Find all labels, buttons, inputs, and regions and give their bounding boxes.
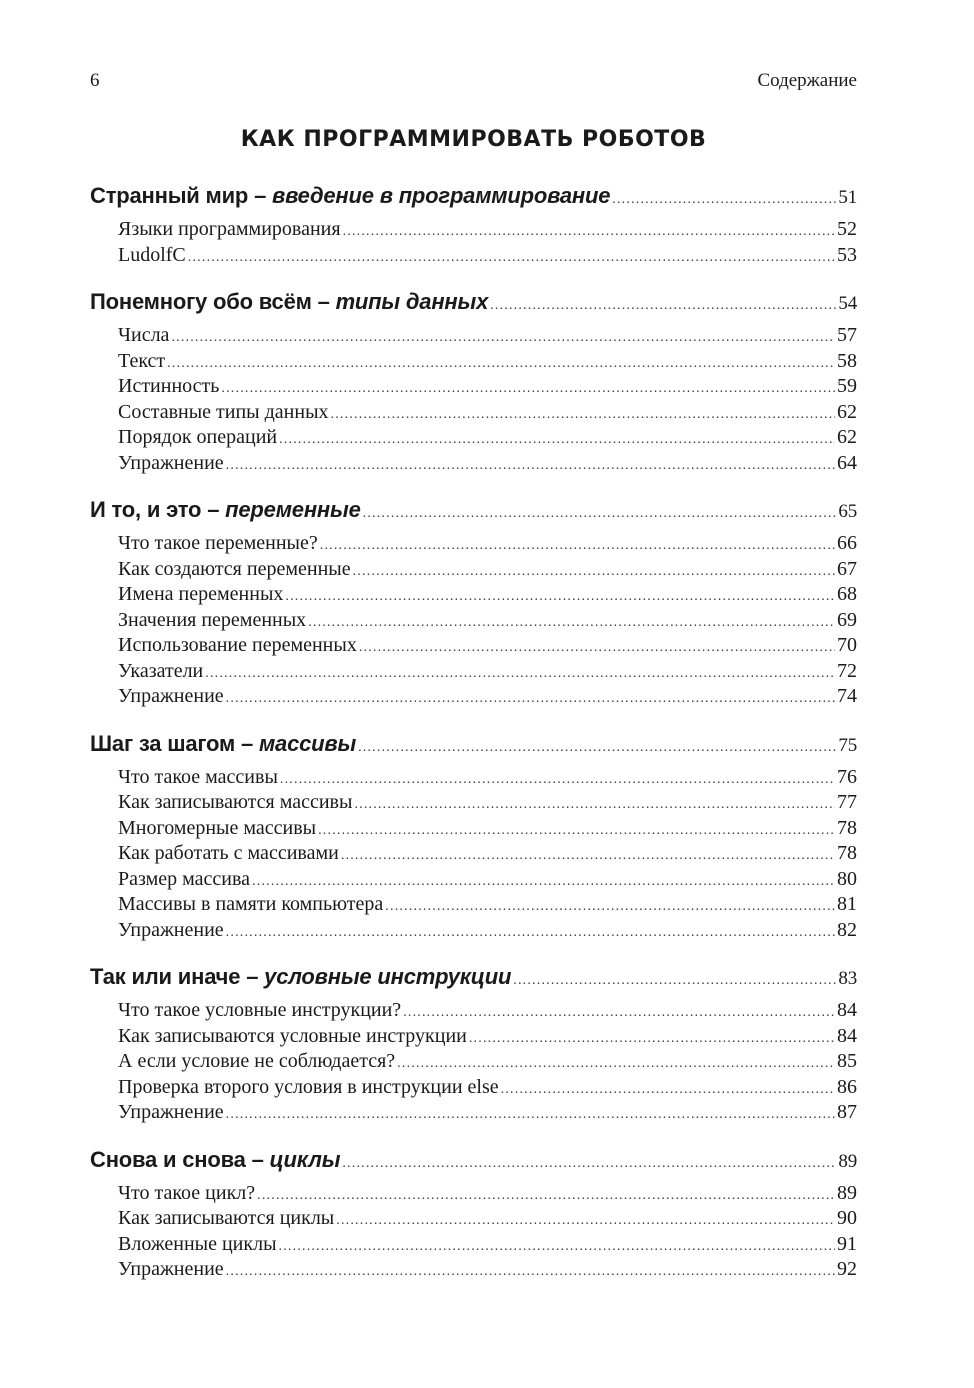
section-title: Как записываются массивы bbox=[118, 791, 353, 813]
section-title: Как работать с массивами bbox=[118, 842, 339, 864]
section-entry[interactable] bbox=[90, 350, 857, 376]
chapter-page-number: 89 bbox=[838, 1150, 857, 1172]
dot-leader bbox=[188, 250, 835, 266]
chapter-page-number: 65 bbox=[838, 501, 857, 522]
section-entry[interactable] bbox=[90, 842, 857, 868]
dot-leader bbox=[226, 925, 835, 941]
section-title: Как создаются переменные bbox=[118, 557, 351, 580]
toc-chapter bbox=[90, 497, 857, 711]
chapter-title: Так или иначе – bbox=[90, 964, 265, 989]
dot-leader bbox=[318, 823, 835, 839]
section-page-number: 90 bbox=[837, 1207, 857, 1229]
chapter-entry[interactable] bbox=[90, 289, 857, 320]
section-entry[interactable] bbox=[90, 218, 857, 244]
running-header bbox=[90, 70, 857, 96]
page-number: 6 bbox=[90, 70, 100, 91]
dot-leader bbox=[353, 564, 835, 580]
dot-leader bbox=[343, 224, 835, 240]
section-title: Что такое условные инструкции? bbox=[118, 999, 402, 1021]
toc-chapter bbox=[90, 1147, 857, 1284]
chapter-title: Снова и снова – bbox=[90, 1146, 270, 1172]
dot-leader bbox=[354, 797, 835, 813]
section-entry[interactable] bbox=[90, 791, 857, 817]
section-title: Упражнение bbox=[118, 918, 224, 941]
section-entry[interactable] bbox=[90, 532, 857, 558]
section-entry[interactable] bbox=[90, 1233, 857, 1259]
section-entry[interactable] bbox=[90, 426, 857, 452]
toc-chapter bbox=[90, 964, 857, 1127]
section-page-number: 59 bbox=[837, 375, 857, 397]
section-page-number: 76 bbox=[837, 765, 857, 788]
section-title: Как записываются условные инструкции bbox=[118, 1024, 467, 1047]
section-title: Упражнение bbox=[118, 685, 224, 707]
dot-leader bbox=[403, 1005, 835, 1021]
dot-leader bbox=[252, 874, 835, 890]
section-title: Текст bbox=[118, 349, 166, 372]
section-entry[interactable] bbox=[90, 685, 857, 711]
section-entry[interactable] bbox=[90, 919, 857, 945]
section-entry[interactable] bbox=[90, 1207, 857, 1233]
chapter-subtitle: условные инструкции bbox=[264, 964, 512, 989]
section-title: Что такое массивы bbox=[118, 765, 278, 788]
section-entry[interactable] bbox=[90, 766, 857, 792]
dot-leader bbox=[308, 615, 835, 631]
dot-leader bbox=[257, 1188, 835, 1204]
section-page-number: 70 bbox=[837, 634, 857, 656]
section-page-number: 77 bbox=[837, 791, 857, 813]
dot-leader bbox=[171, 330, 835, 346]
dot-leader bbox=[612, 192, 836, 208]
section-entry[interactable] bbox=[90, 609, 857, 635]
toc-chapter bbox=[90, 289, 857, 477]
section-title: Порядок операций bbox=[118, 426, 278, 448]
dot-leader bbox=[331, 407, 835, 423]
chapter-entry[interactable] bbox=[90, 183, 857, 214]
dot-leader bbox=[226, 691, 835, 707]
section-title: Массивы в памяти компьютера bbox=[118, 893, 384, 915]
section-page-number: 78 bbox=[837, 842, 857, 864]
section-title: Многомерные массивы bbox=[118, 816, 317, 839]
dot-leader bbox=[341, 848, 835, 864]
dot-leader bbox=[469, 1031, 835, 1047]
section-entry[interactable] bbox=[90, 244, 857, 270]
section-title: Упражнение bbox=[118, 451, 224, 474]
section-title: Проверка второго условия в инструкции else bbox=[118, 1075, 499, 1098]
chapter-entry[interactable] bbox=[90, 497, 857, 528]
chapter-subtitle: переменные bbox=[225, 497, 361, 522]
part-title: КАК ПРОГРАММИРОВАТЬ РОБОТОВ bbox=[240, 127, 707, 152]
section-title: Размер массива bbox=[118, 867, 251, 890]
dot-leader bbox=[358, 740, 836, 756]
chapter-subtitle: введение в программирование bbox=[272, 183, 611, 208]
section-page-number: 72 bbox=[837, 659, 857, 682]
section-entry[interactable] bbox=[90, 452, 857, 478]
section-page-number: 74 bbox=[837, 685, 857, 707]
chapter-page-number: 83 bbox=[838, 968, 857, 989]
section-entry[interactable] bbox=[90, 1258, 857, 1284]
section-page-number: 86 bbox=[837, 1075, 857, 1098]
section-entry[interactable] bbox=[90, 1182, 857, 1208]
dot-leader bbox=[226, 1107, 835, 1123]
dot-leader bbox=[226, 458, 835, 474]
section-page-number: 89 bbox=[837, 1181, 857, 1204]
section-title: Как записываются циклы bbox=[118, 1207, 335, 1229]
section-entry[interactable] bbox=[90, 324, 857, 350]
section-page-number: 92 bbox=[837, 1258, 857, 1280]
chapter-title: И то, и это – bbox=[90, 497, 226, 522]
section-title: Вложенные циклы bbox=[118, 1232, 277, 1255]
section-entry[interactable] bbox=[90, 375, 857, 401]
section-page-number: 84 bbox=[837, 999, 857, 1021]
section-title: Имена переменных bbox=[118, 583, 284, 605]
section-page-number: 53 bbox=[837, 243, 857, 266]
chapter-subtitle: циклы bbox=[269, 1146, 341, 1172]
chapter-page-number: 75 bbox=[838, 734, 857, 756]
section-page-number: 69 bbox=[837, 608, 857, 631]
section-entry[interactable] bbox=[90, 999, 857, 1025]
section-title: Упражнение bbox=[118, 1258, 224, 1280]
section-title: Числа bbox=[118, 324, 170, 346]
section-page-number: 64 bbox=[837, 451, 857, 474]
section-title: Упражнение bbox=[118, 1101, 224, 1123]
section-page-number: 80 bbox=[837, 867, 857, 890]
dot-leader bbox=[490, 298, 836, 314]
section-page-number: 87 bbox=[837, 1101, 857, 1123]
dot-leader bbox=[279, 432, 835, 448]
section-title: Что такое переменные? bbox=[118, 532, 318, 554]
section-title: Значения переменных bbox=[118, 608, 307, 631]
section-page-number: 67 bbox=[837, 557, 857, 580]
section-page-number: 58 bbox=[837, 349, 857, 372]
section-page-number: 57 bbox=[837, 324, 857, 346]
section-title: Составные типы данных bbox=[118, 400, 329, 423]
dot-leader bbox=[221, 381, 835, 397]
section-page-number: 66 bbox=[837, 532, 857, 554]
chapter-page-number: 51 bbox=[838, 187, 857, 208]
section-entry[interactable] bbox=[90, 868, 857, 894]
section-entry[interactable] bbox=[90, 893, 857, 919]
section-title: Что такое цикл? bbox=[118, 1181, 256, 1204]
dot-leader bbox=[342, 1156, 836, 1172]
section-entry[interactable] bbox=[90, 1101, 857, 1127]
section-entry[interactable] bbox=[90, 634, 857, 660]
table-of-contents bbox=[90, 183, 857, 1304]
dot-leader bbox=[279, 1239, 835, 1255]
dot-leader bbox=[226, 1264, 835, 1280]
dot-leader bbox=[205, 666, 835, 682]
chapter-title: Понемногу обо всём – bbox=[90, 289, 336, 314]
section-page-number: 81 bbox=[837, 893, 857, 915]
section-page-number: 68 bbox=[837, 583, 857, 605]
section-title: Использование переменных bbox=[118, 634, 357, 656]
chapter-entry[interactable] bbox=[90, 1147, 857, 1178]
dot-leader bbox=[167, 356, 835, 372]
section-title: Языки программирования bbox=[118, 218, 341, 240]
chapter-subtitle: массивы bbox=[258, 730, 357, 756]
section-page-number: 78 bbox=[837, 816, 857, 839]
dot-leader bbox=[320, 538, 835, 554]
dot-leader bbox=[385, 899, 835, 915]
chapter-subtitle: типы данных bbox=[335, 289, 489, 314]
section-entry[interactable] bbox=[90, 1025, 857, 1051]
chapter-title: Странный мир – bbox=[90, 183, 273, 208]
section-title: Указатели bbox=[118, 659, 204, 682]
toc-chapter bbox=[90, 731, 857, 945]
dot-leader bbox=[359, 640, 835, 656]
dot-leader bbox=[336, 1213, 835, 1229]
section-title: Истинность bbox=[118, 375, 220, 397]
dot-leader bbox=[280, 772, 835, 788]
chapter-entry[interactable] bbox=[90, 731, 857, 762]
chapter-page-number: 54 bbox=[838, 293, 857, 314]
section-entry[interactable] bbox=[90, 817, 857, 843]
dot-leader bbox=[501, 1082, 835, 1098]
toc-chapter bbox=[90, 183, 857, 269]
section-entry[interactable] bbox=[90, 583, 857, 609]
section-entry[interactable] bbox=[90, 1050, 857, 1076]
section-page-number: 91 bbox=[837, 1232, 857, 1255]
section-page-number: 82 bbox=[837, 918, 857, 941]
section-page-number: 62 bbox=[837, 426, 857, 448]
dot-leader bbox=[285, 589, 835, 605]
dot-leader bbox=[363, 506, 837, 522]
section-entry[interactable] bbox=[90, 558, 857, 584]
dot-leader bbox=[513, 973, 836, 989]
section-page-number: 52 bbox=[837, 218, 857, 240]
chapter-title: Шаг за шагом – bbox=[90, 730, 259, 756]
chapter-entry[interactable] bbox=[90, 964, 857, 995]
dot-leader bbox=[397, 1056, 835, 1072]
section-entry[interactable] bbox=[90, 401, 857, 427]
section-entry[interactable] bbox=[90, 660, 857, 686]
section-title: LudolfC bbox=[118, 243, 186, 266]
section-title: А если условие не соблюдается? bbox=[118, 1050, 396, 1072]
running-header-title: Содержание bbox=[757, 70, 857, 91]
section-page-number: 62 bbox=[837, 400, 857, 423]
section-page-number: 84 bbox=[837, 1024, 857, 1047]
section-entry[interactable] bbox=[90, 1076, 857, 1102]
section-page-number: 85 bbox=[837, 1050, 857, 1072]
